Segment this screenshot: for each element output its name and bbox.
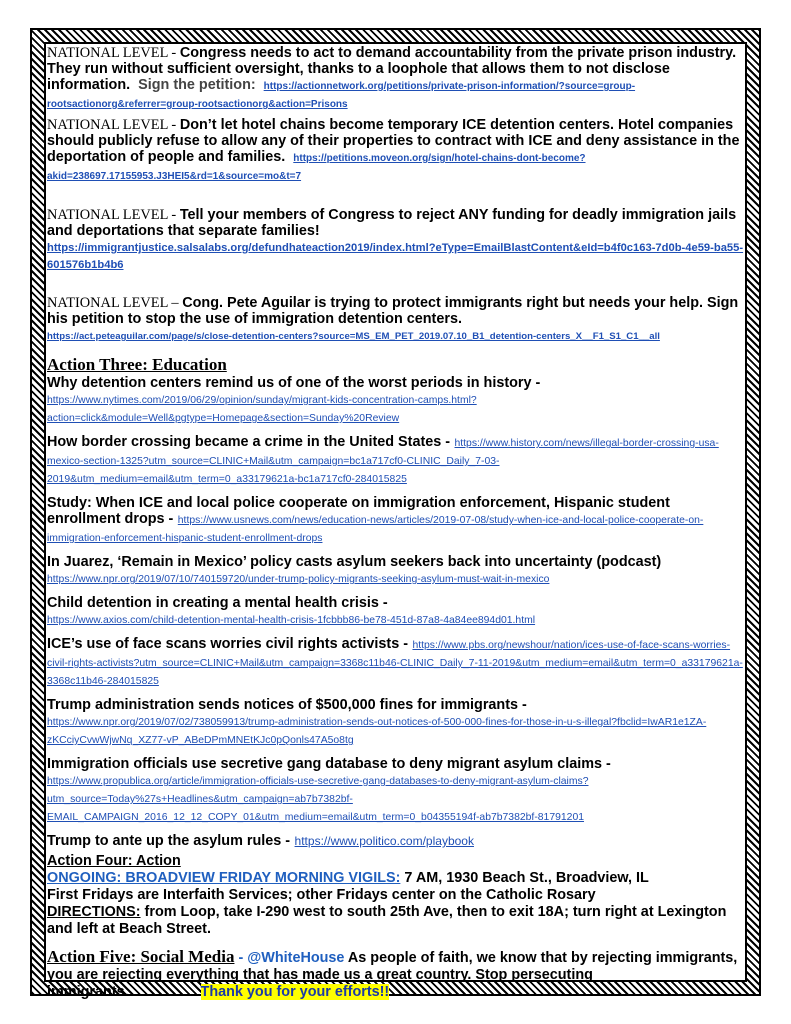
petition-link[interactable]: https://petitions.moveon.org/sign/hotel-chains-dont-become?akid=238697.17155953.J3HEI5&rd=1&source=mo&t=7 (47, 153, 586, 182)
article-link[interactable]: https://www.politico.com/playbook (294, 834, 474, 848)
vigil-line-2: First Fridays are Interfaith Services; other Fridays center on the Catholic Rosary (47, 887, 596, 903)
directions (47, 904, 744, 938)
article-link[interactable]: https://www.pbs.org/newshour/nation/ices-use-of-face-scans-worries-civil-rights-activists?utm_source=CLINIC+Mail&utm_campaign=3368c11b46-CLINIC_Daily_7-11-2019&utm_medium=email&utm_term=0_a33179621a-3368c11b46-284015825 (47, 640, 743, 687)
action-four-heading: Action Four: Action (47, 853, 181, 869)
article-title: Child detention in creating a mental health crisis - (47, 595, 388, 611)
article-link[interactable]: https://www.history.com/news/illegal-border-crossing-usa-mexico-section-1325?utm_source=CLINIC+Mail&utm_campaign=bc1a717cf0-CLINIC_Daily_7-03-2019&utm_medium=email&utm_term=0_a33179621a-bc1a717cf0-284015825 (47, 438, 719, 485)
education-heading: Action Three: Education (47, 355, 227, 374)
national-item-2 (47, 117, 744, 185)
article-title: Trump administration sends notices of $500,000 fines for immigrants - (47, 697, 527, 713)
national-item-4 (47, 295, 744, 345)
article-title: How border crossing became a crime in the United States - (47, 434, 451, 450)
ongoing-label: ONGOING: BROADVIEW FRIDAY MORNING VIGILS: (47, 870, 401, 886)
article-title: Why detention centers remind us of one of the worst periods in history - (47, 375, 541, 391)
article-link[interactable]: https://www.npr.org/2019/07/10/740159720/under-trump-policy-migrants-seeking-asylum-must-wait-in-mexico (47, 574, 550, 585)
article-title: Study: When ICE and local police cooperate on immigration enforcement, Hispanic student enrollment drops - (47, 495, 670, 527)
education-list (47, 375, 744, 849)
directions-label: DIRECTIONS: (47, 904, 141, 920)
education-item (47, 697, 744, 749)
education-item (47, 595, 744, 629)
article-title: In Juarez, ‘Remain in Mexico’ policy casts asylum seekers back into uncertainty (podcast) (47, 554, 662, 570)
education-item (47, 495, 744, 547)
national-text-light: Cong. Pete Aguilar is trying to protect immigrants right but needs your help. (182, 295, 703, 311)
separator: - (167, 45, 180, 61)
article-title: Immigration officials use secretive gang database to deny migrant asylum claims - (47, 756, 611, 772)
education-item (47, 375, 744, 427)
vigil-line (47, 870, 744, 887)
national-item-3 (47, 207, 744, 273)
separator: - (167, 117, 180, 133)
article-link[interactable]: https://www.propublica.org/article/immigration-officials-use-secretive-gang-databases-to-deny-migrant-asylum-claims?utm_source=Today%27s+Headlines&utm_campaign=ab7b7382bf-EMAIL_CAMPAIGN_2016_12_12_COPY_01&utm_medium=email&utm_term=0_b04355194f-ab7b7382bf-81791201 (47, 776, 589, 823)
national-prefix: NATIONAL LEVEL (47, 295, 168, 311)
education-item (47, 554, 744, 588)
separator: - (167, 207, 180, 223)
article-title: Trump to ante up the asylum rules - (47, 833, 291, 849)
national-prefix: NATIONAL LEVEL (47, 207, 168, 223)
national-text: Tell your members of Congress to reject ANY funding for deadly immigration jails and deportations that separate families! (47, 207, 737, 239)
national-item-1 (47, 45, 744, 113)
directions-text: from Loop, take I-290 west to south 25th Ave, then to exit 18A; turn right at Lexington and left at Beach Street. (47, 904, 727, 937)
petition-link[interactable]: https://act.peteaguilar.com/page/s/close-detention-centers?source=MS_EM_PET_2019.07.10_B1_detention-centers_X__F1_S1_C1__all (47, 331, 660, 342)
education-item (47, 756, 744, 826)
action-five (47, 948, 744, 1001)
article-link[interactable]: https://www.npr.org/2019/07/02/738059913/trump-administration-sends-out-notices-of-500-000-fines-for-those-in-u-s-illegal?fbclid=IwAR1e1ZA-zKCciyCvwWjwNq_XZ77-vP_ABeDPmMNEtKJc0pQonls47A5o8tg (47, 717, 707, 746)
national-text: Sign his petition to stop the use of immigration detention centers. (47, 295, 739, 327)
petition-link[interactable]: https://actionnetwork.org/petitions/private-prison-information/?source=group-rootsactionorg&referrer=group-rootsactionorg&action=Prisons (47, 81, 636, 110)
petition-link[interactable]: https://immigrantjustice.salsalabs.org/defundhateaction2019/index.html?eType=EmailBlastContent&eId=b4f0c163-7d0b-4e59-ba55-601576b1b4b6 (47, 242, 744, 271)
action-five-text: As people of faith, we know that by rejecting immigrants, you are rejecting everything that has made us a great country. Stop persecuting immigrants. (47, 950, 738, 1000)
national-prefix: NATIONAL LEVEL (47, 45, 168, 61)
education-item (47, 434, 744, 488)
education-item (47, 833, 744, 849)
article-link[interactable]: https://www.usnews.com/news/education-news/articles/2019-07-08/study-when-ice-and-local-police-cooperate-on-immigration-enforcement-hispanic-student-enrollment-drops (47, 515, 704, 544)
action-five-heading: Action Five: Social Media (47, 947, 235, 966)
national-text: Congress needs to act to demand accountability from the private prison industry. They run without sufficient oversight, thanks to a loophole that allows them to not disclose information. (47, 45, 737, 93)
national-text: Don’t let hotel chains become temporary ICE detention centers. Hotel companies should publicly refuse to allow any of their properties to contract with ICE and deny assistance in the deportation of people and families. (47, 117, 740, 165)
whitehouse-handle: @WhiteHouse (247, 950, 345, 966)
document-body (47, 45, 744, 1001)
action-four (47, 853, 744, 938)
vigil-details: 7 AM, 1930 Beach St., Broadview, IL (400, 870, 649, 886)
national-prefix: NATIONAL LEVEL (47, 117, 168, 133)
education-item (47, 636, 744, 690)
separator: – (167, 295, 183, 311)
article-link[interactable]: https://www.nytimes.com/2019/06/29/opinion/sunday/migrant-kids-concentration-camps.html?action=click&module=Well&pgtype=Homepage&section=Sunday%20Review (47, 395, 477, 424)
sign-petition-label: Sign the petition: (138, 77, 256, 93)
article-title: ICE’s use of face scans worries civil rights activists - (47, 636, 408, 652)
thanks-highlight: Thank you for your efforts!! (200, 984, 390, 1000)
separator: - (234, 950, 248, 966)
article-link[interactable]: https://www.axios.com/child-detention-mental-health-crisis-1fcbbb86-be78-451d-87a8-4a84ee894d01.html (47, 615, 536, 626)
